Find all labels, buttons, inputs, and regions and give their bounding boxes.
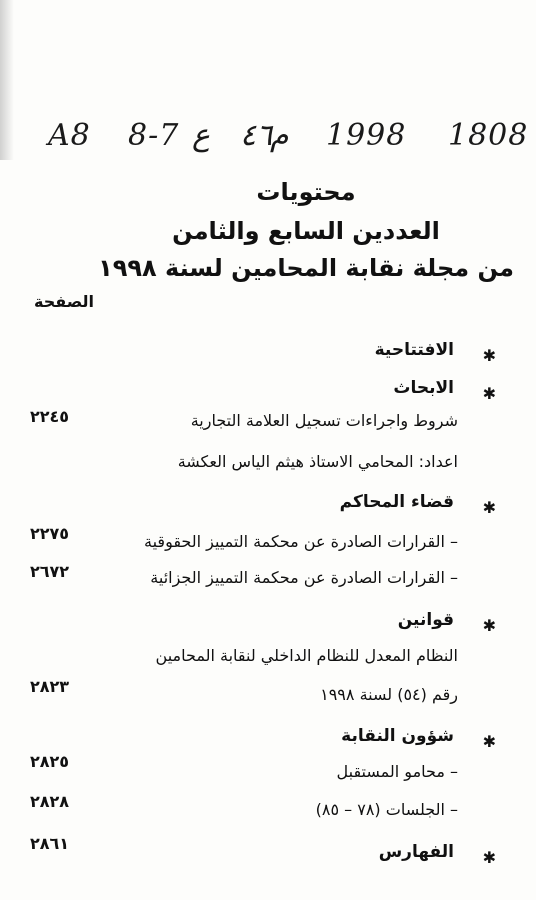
journal-title: من مجلة نقابة المحامين لسنة ١٩٩٨: [98, 254, 514, 282]
toc-item-title: – القرارات الصادرة عن محكمة التمييز الجزائية: [150, 568, 458, 587]
toc-item-title-cont: رقم (٥٤) لسنة ١٩٩٨: [320, 685, 458, 704]
toc-item-page: ٢٨٦١: [30, 834, 70, 853]
bullet-icon: ✱: [482, 498, 496, 517]
toc-item-title: – الجلسات (٧٨ – ٨٥): [315, 800, 458, 819]
toc-item[interactable]: [0, 752, 536, 792]
bullet-icon: ✱: [482, 616, 496, 635]
section-heading: الابحاث: [393, 378, 454, 398]
toc-section-editorial[interactable]: [0, 340, 536, 370]
toc-item[interactable]: [0, 524, 536, 562]
toc-section-research[interactable]: [0, 378, 536, 408]
toc-section-courts[interactable]: [0, 492, 536, 522]
toc-item-title: – محامو المستقبل: [336, 762, 458, 781]
toc-item[interactable]: [0, 792, 536, 830]
bullet-icon: ✱: [482, 848, 496, 867]
toc-item-page: ٢٢٤٥: [30, 407, 70, 426]
handwritten-note-2: 8-7: [128, 118, 180, 153]
toc-item[interactable]: [0, 562, 536, 598]
bullet-icon: ✱: [482, 384, 496, 403]
section-heading: شؤون النقابة: [341, 726, 454, 746]
section-heading: قضاء المحاكم: [339, 492, 454, 512]
toc-item-title: النظام المعدل للنظام الداخلي لنقابة المحامين: [155, 646, 458, 665]
toc-item[interactable]: [0, 677, 536, 715]
contents-title: محتويات: [256, 178, 356, 206]
section-heading: الفهارس: [378, 842, 454, 862]
toc-item-author-text: اعداد: المحامي الاستاذ هيثم الياس العكشة: [177, 452, 458, 471]
handwritten-note-4: م: [270, 118, 289, 153]
toc-item-page: ٢٦٧٢: [30, 562, 70, 581]
toc-section-union-affairs[interactable]: [0, 726, 536, 756]
toc-item-page: ٢٨٢٨: [30, 792, 70, 811]
bullet-icon: ✱: [482, 732, 496, 751]
toc-item-author: [0, 452, 536, 482]
toc-item-page: ٢٨٢٣: [30, 677, 70, 696]
toc-item-title: شروط واجراءات تسجيل العلامة التجارية: [190, 411, 458, 430]
page-column-label: الصفحة: [34, 292, 95, 311]
bullet-icon: ✱: [482, 346, 496, 365]
handwritten-note-3: ع: [192, 118, 210, 153]
handwritten-note-3b: ٤٦: [240, 118, 273, 153]
toc-item-page: ٢٢٧٥: [30, 524, 70, 543]
handwritten-note-6: 1808: [448, 118, 529, 153]
section-heading: الافتتاحية: [374, 340, 454, 360]
handwritten-note-1: A8: [48, 118, 91, 153]
toc-item-page: ٢٨٢٥: [30, 752, 70, 771]
issue-title: العددين السابع والثامن: [172, 217, 440, 245]
section-heading: قوانين: [397, 610, 454, 630]
toc-section-laws[interactable]: [0, 610, 536, 640]
handwritten-note-5: 1998: [326, 118, 407, 153]
toc-item-title: – القرارات الصادرة عن محكمة التمييز الحقوقية: [144, 532, 458, 551]
toc-item[interactable]: [0, 646, 536, 676]
toc-item[interactable]: [0, 407, 536, 441]
toc-section-indexes[interactable]: [0, 834, 536, 872]
handwritten-notes: [0, 118, 536, 158]
